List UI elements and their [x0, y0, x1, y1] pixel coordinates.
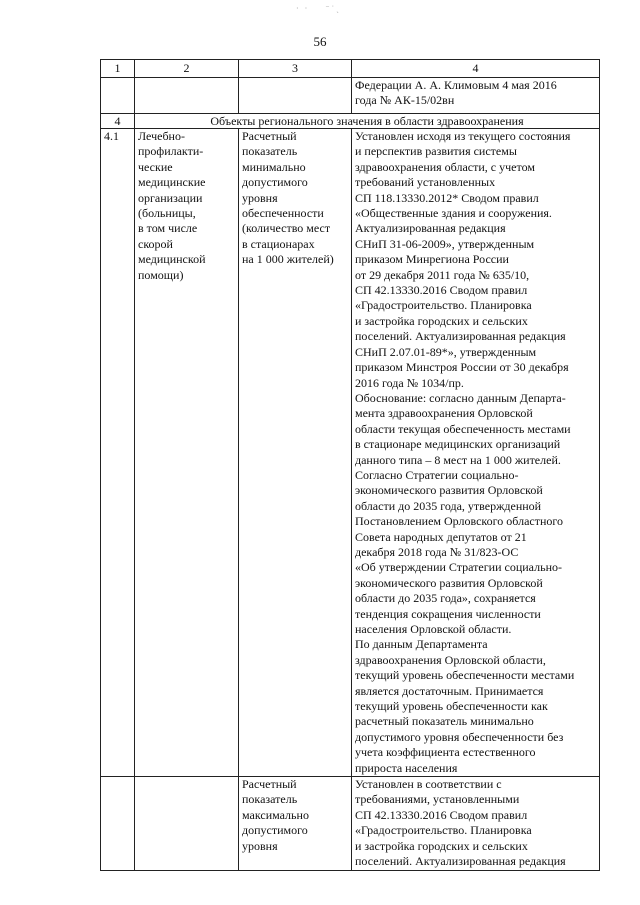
text-line: мента здравоохранения Орловской: [355, 406, 533, 421]
continuation-text: [352, 78, 600, 114]
text-line: СП 42.13330.2016 Сводом правил: [355, 807, 528, 822]
text-line: (количество мест: [242, 221, 331, 236]
section-title: Объекты регионального значения в области здравоохранения: [135, 114, 600, 129]
text-line: в том числе: [138, 221, 198, 236]
text-line: максимально: [242, 807, 309, 822]
justification-cell: [352, 777, 600, 870]
text-line: поселений. Актуализированная редакция: [355, 329, 566, 344]
text-line: приказом Минстроя России от 30 декабря: [355, 360, 569, 375]
text-line: от 29 декабря 2011 года № 635/10,: [355, 267, 530, 282]
page-number: 56: [313, 34, 327, 49]
regulation-table: [100, 59, 600, 871]
table-row: [101, 777, 600, 870]
text-line: данного типа – 8 мест на 1 000 жителей.: [355, 452, 561, 467]
text-line: Постановлением Орловского областного: [355, 514, 564, 529]
text-line: организации: [138, 190, 203, 205]
text-line: тенденция сокращения численности: [355, 606, 541, 621]
text-line: поселений. Актуализированная редакция: [355, 854, 566, 869]
text-line: Согласно Стратегии социально-: [355, 467, 519, 482]
text-line: в стационаре медицинских организаций: [355, 437, 561, 452]
text-line: текущий уровень обеспеченности как: [355, 699, 548, 714]
text-line: Установлен исходя из текущего состояния: [355, 129, 571, 143]
text-line: показатель: [242, 144, 298, 159]
text-line: декабря 2018 года № 31/823-ОС: [355, 544, 519, 559]
continuation-row: [101, 78, 600, 114]
text-line: Установлен в соответствии с: [355, 777, 502, 792]
text-line: в стационарах: [242, 236, 315, 251]
section-row: [101, 114, 600, 129]
text-line: населения Орловской области.: [355, 622, 512, 636]
cell-empty: [135, 777, 239, 870]
text-line: «Градостроительство. Планировка: [355, 298, 532, 313]
text-line: текущий уровень обеспеченности местами: [355, 668, 575, 683]
section-number: 4: [101, 114, 135, 129]
text-line: здравоохранения Орловской области,: [355, 652, 546, 667]
indicator-cell: [239, 777, 352, 870]
text-line: Обоснование: согласно данным Департа-: [355, 390, 566, 405]
cell-empty: [239, 78, 352, 114]
text-line: области текущая обеспеченность местами: [355, 421, 571, 436]
text-line: СНиП 31-06-2009», утвержденным: [355, 236, 535, 251]
text-line: (больницы,: [138, 206, 196, 221]
header-col-1: 1: [101, 60, 135, 78]
text-line: Расчетный: [242, 777, 297, 792]
text-line: года № АК-15/02вн: [355, 93, 455, 108]
text-line: требований установленных: [355, 175, 496, 190]
text-line: Федерации А. А. Климовым 4 мая 2016: [355, 78, 557, 92]
text-line: уровня: [242, 190, 278, 205]
row-number: 4.1: [101, 129, 135, 777]
text-line: требованиями, установленными: [355, 792, 520, 807]
header-col-2: 2: [135, 60, 239, 78]
text-line: и застройка городских и сельских: [355, 838, 528, 853]
text-line: прироста населения: [355, 760, 458, 775]
text-line: области до 2035 года», сохраняется: [355, 591, 536, 606]
justification-cell: [352, 129, 600, 777]
text-line: экономического развития Орловской: [355, 483, 543, 498]
text-line: «Градостроительство. Планировка: [355, 823, 532, 838]
text-line: уровня: [242, 838, 278, 853]
text-line: По данным Департамента: [355, 637, 488, 652]
text-line: помощи): [138, 267, 184, 282]
text-line: СНиП 2.07.01-89*», утвержденным: [355, 344, 537, 359]
text-line: медицинской: [138, 252, 206, 267]
text-line: Расчетный: [242, 129, 297, 143]
text-line: показатель: [242, 792, 298, 807]
text-line: расчетный показатель минимально: [355, 714, 534, 729]
text-line: допустимого уровня обеспеченности без: [355, 729, 564, 744]
table-header-row: [101, 60, 600, 78]
text-line: и перспектив развития системы: [355, 144, 517, 159]
cell-empty: [101, 777, 135, 870]
text-line: здравоохранения области, с учетом: [355, 159, 535, 174]
text-line: СП 118.13330.2012* Сводом правил: [355, 190, 539, 205]
cell-empty: [135, 78, 239, 114]
text-line: Совета народных депутатов от 21: [355, 529, 527, 544]
cell-empty: [101, 78, 135, 114]
text-line: и застройка городских и сельских: [355, 313, 528, 328]
text-line: на 1 000 жителей): [242, 252, 334, 267]
table-row: [101, 129, 600, 777]
object-name-cell: [135, 129, 239, 777]
text-line: минимально: [242, 159, 306, 174]
text-line: «Об утверждении Стратегии социально-: [355, 560, 562, 575]
text-line: допустимого: [242, 175, 308, 190]
text-line: области до 2035 года, утвержденной: [355, 498, 542, 513]
text-line: СП 42.13330.2016 Сводом правил: [355, 283, 528, 298]
indicator-cell: [239, 129, 352, 777]
text-line: обеспеченности: [242, 206, 324, 221]
text-line: 2016 года № 1034/пр.: [355, 375, 464, 390]
text-line: Актуализированная редакция: [355, 221, 506, 236]
text-line: ческие: [138, 159, 173, 174]
text-line: допустимого: [242, 823, 308, 838]
text-line: экономического развития Орловской: [355, 575, 543, 590]
text-line: учета коэффициента естественного: [355, 745, 536, 760]
text-line: приказом Минрегиона России: [355, 252, 509, 267]
text-line: профилакти-: [138, 144, 204, 159]
header-col-4: 4: [352, 60, 600, 78]
text-line: медицинские: [138, 175, 206, 190]
text-line: скорой: [138, 236, 173, 251]
text-line: «Общественные здания и сооружения.: [355, 206, 552, 221]
text-line: является достаточным. Принимается: [355, 683, 544, 698]
scan-artifact: · · ⁻˙ˏ: [296, 4, 341, 13]
text-line: Лечебно-: [138, 129, 185, 143]
header-col-3: 3: [239, 60, 352, 78]
